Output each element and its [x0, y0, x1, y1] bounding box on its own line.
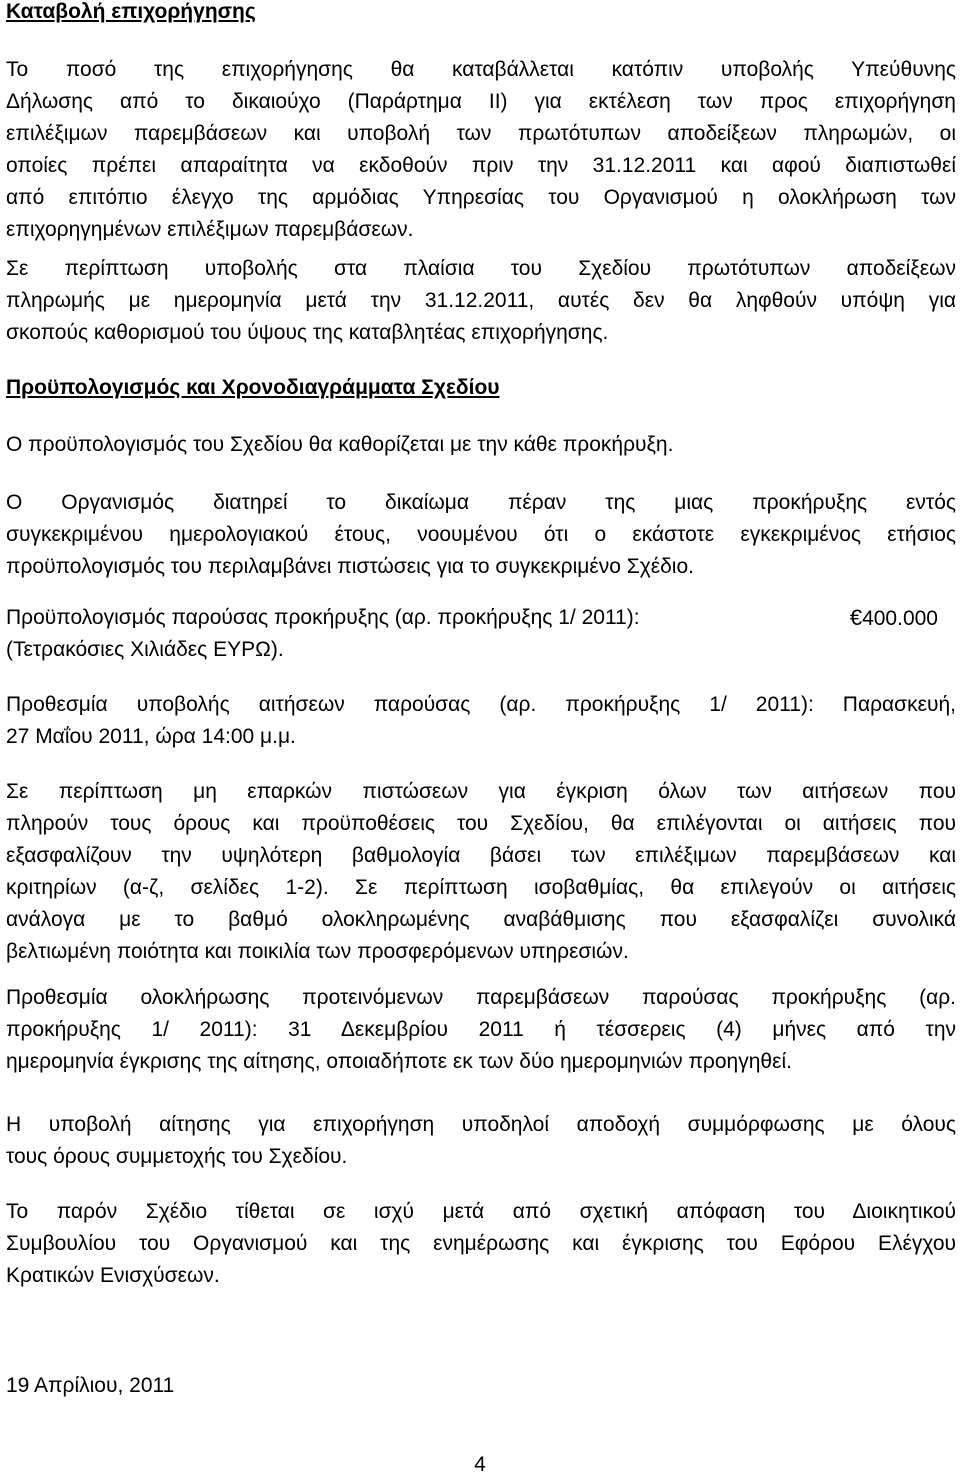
page-number: 4	[474, 1453, 486, 1476]
text-line: πληρούν τους όρους και προϋποθέσεις του Σχεδίου, θα επιλέγονται οι αιτήσεις που	[6, 812, 956, 835]
document-date	[6, 1370, 956, 1402]
text-line: οποίες πρέπει απαραίτητα να εκδοθούν πριν την 31.12.2011 και αφού διαπιστωθεί	[6, 154, 956, 177]
date-text: 19 Απρίλιου, 2011	[6, 1374, 175, 1397]
text-line: Ο Οργανισμός διατηρεί το δικαίωμα πέραν της μιας προκήρυξης εντός	[6, 491, 956, 514]
text-line: επιλέξιμων παρεμβάσεων και υποβολή των πρωτότυπων αποδείξεων πληρωμών, οι	[6, 122, 956, 145]
text-line: εξασφαλίζουν την υψηλότερη βαθμολογία βάσει των επιλέξιμων παρεμβάσεων και	[6, 844, 956, 867]
text-line: Σε περίπτωση μη επαρκών πιστώσεων για έγκριση όλων των αιτήσεων που	[6, 780, 956, 803]
text-line: επιχορηγημένων επιλέξιμων παρεμβάσεων.	[6, 218, 414, 241]
paragraph-completion-deadline	[6, 982, 956, 1078]
text-line: Δήλωσης από το δικαιούχο (Παράρτημα ΙΙ) για εκτέλεση των προς επιχορήγηση	[6, 90, 956, 113]
paragraph-late-receipts	[6, 253, 956, 349]
text-line: ημερομηνία έγκρισης της αίτησης, οποιαδήποτε εκ των δύο ημερομηνιών προηγηθεί.	[6, 1050, 792, 1073]
text-line: από επιτόπιο έλεγχο της αρμόδιας Υπηρεσίας του Οργανισμού η ολοκλήρωση των	[6, 186, 956, 209]
budget-amount-value: 400.000	[862, 607, 938, 630]
text-line: προκήρυξης 1/ 2011): 31 Δεκεμβρίου 2011 ή τέσσερεις (4) μήνες από την	[6, 1018, 956, 1041]
paragraph-payment-conditions	[6, 54, 956, 246]
section-heading-grant-payment: Καταβολή επιχορήγησης	[6, 0, 256, 23]
text-line: Το παρόν Σχέδιο τίθεται σε ισχύ μετά από σχετική απόφαση του Διοικητικού	[6, 1200, 956, 1223]
text-line: πληρωμής με ημερομηνία μετά την 31.12.2011, αυτές δεν θα ληφθούν υπόψη για	[6, 289, 956, 312]
text-line: Το ποσό της επιχορήγησης θα καταβάλλεται κατόπιν υποβολής Υπεύθυνης	[6, 58, 956, 81]
text-line: κριτηρίων (α-ζ, σελίδες 1-2). Σε περίπτωση ισοβαθμίας, θα επιλεγούν οι αιτήσεις	[6, 876, 956, 899]
text-line: Προθεσμία υποβολής αιτήσεων παρούσας (αρ. προκήρυξης 1/ 2011): Παρασκευή,	[6, 693, 956, 716]
budget-amount-words: (Τετρακόσιες Χιλιάδες ΕΥΡΩ).	[6, 638, 284, 661]
text-line: τους όρους συμμετοχής του Σχεδίου.	[6, 1145, 348, 1168]
section-heading-budget-timeline: Προϋπολογισμός και Χρονοδιαγράμματα Σχεδίου	[6, 376, 500, 399]
budget-amount	[850, 602, 938, 635]
text-line: Σε περίπτωση υποβολής στα πλαίσια του Σχεδίου πρωτότυπων αποδείξεων	[6, 257, 956, 280]
text-line: Κρατικών Ενισχύσεων.	[6, 1264, 220, 1287]
paragraph-application-deadline	[6, 689, 956, 753]
text-line: 27 Μαΐου 2011, ώρα 14:00 μ.μ.	[6, 725, 296, 748]
text-line: Η υποβολή αίτησης για επιχορήγηση υποδηλοί αποδοχή συμμόρφωσης με όλους	[6, 1113, 956, 1136]
paragraph-budget-amount	[6, 602, 956, 666]
euro-sign: €	[849, 605, 863, 630]
text-line: βελτιωμένη ποιότητα και ποικιλία των προσφερόμενων υπηρεσιών.	[6, 940, 629, 963]
paragraph-acceptance-of-terms	[6, 1109, 956, 1173]
text-line: προϋπολογισμός του περιλαμβάνει πιστώσεις για το συγκεκριμένο Σχέδιο.	[6, 555, 694, 578]
budget-label: Προϋπολογισμός παρούσας προκήρυξης (αρ. προκήρυξης 1/ 2011):	[6, 606, 640, 629]
text-line: σκοπούς καθορισμού του ύψους της καταβλητέας επιχορήγησης.	[6, 321, 609, 344]
paragraph-scheme-effective	[6, 1196, 956, 1292]
paragraph-budget-definition	[6, 429, 956, 461]
text-line: Ο προϋπολογισμός του Σχεδίου θα καθορίζεται με την κάθε προκήρυξη.	[6, 433, 674, 456]
text-line: συγκεκριμένου ημερολογιακού έτους, νοουμένου ότι ο εκάστοτε εγκεκριμένος ετήσιος	[6, 523, 956, 546]
paragraph-organization-rights	[6, 487, 956, 583]
text-line: Συμβουλίου του Οργανισμού και της ενημέρωσης και έγκρισης του Εφόρου Ελέγχου	[6, 1232, 956, 1255]
paragraph-insufficient-funds	[6, 776, 956, 968]
text-line: Προθεσμία ολοκλήρωσης προτεινόμενων παρεμβάσεων παρούσας προκήρυξης (αρ.	[6, 986, 956, 1009]
budget-row	[6, 602, 956, 634]
text-line: ανάλογα με το βαθμό ολοκληρωμένης αναβάθμισης που εξασφαλίζει συνολικά	[6, 908, 956, 931]
